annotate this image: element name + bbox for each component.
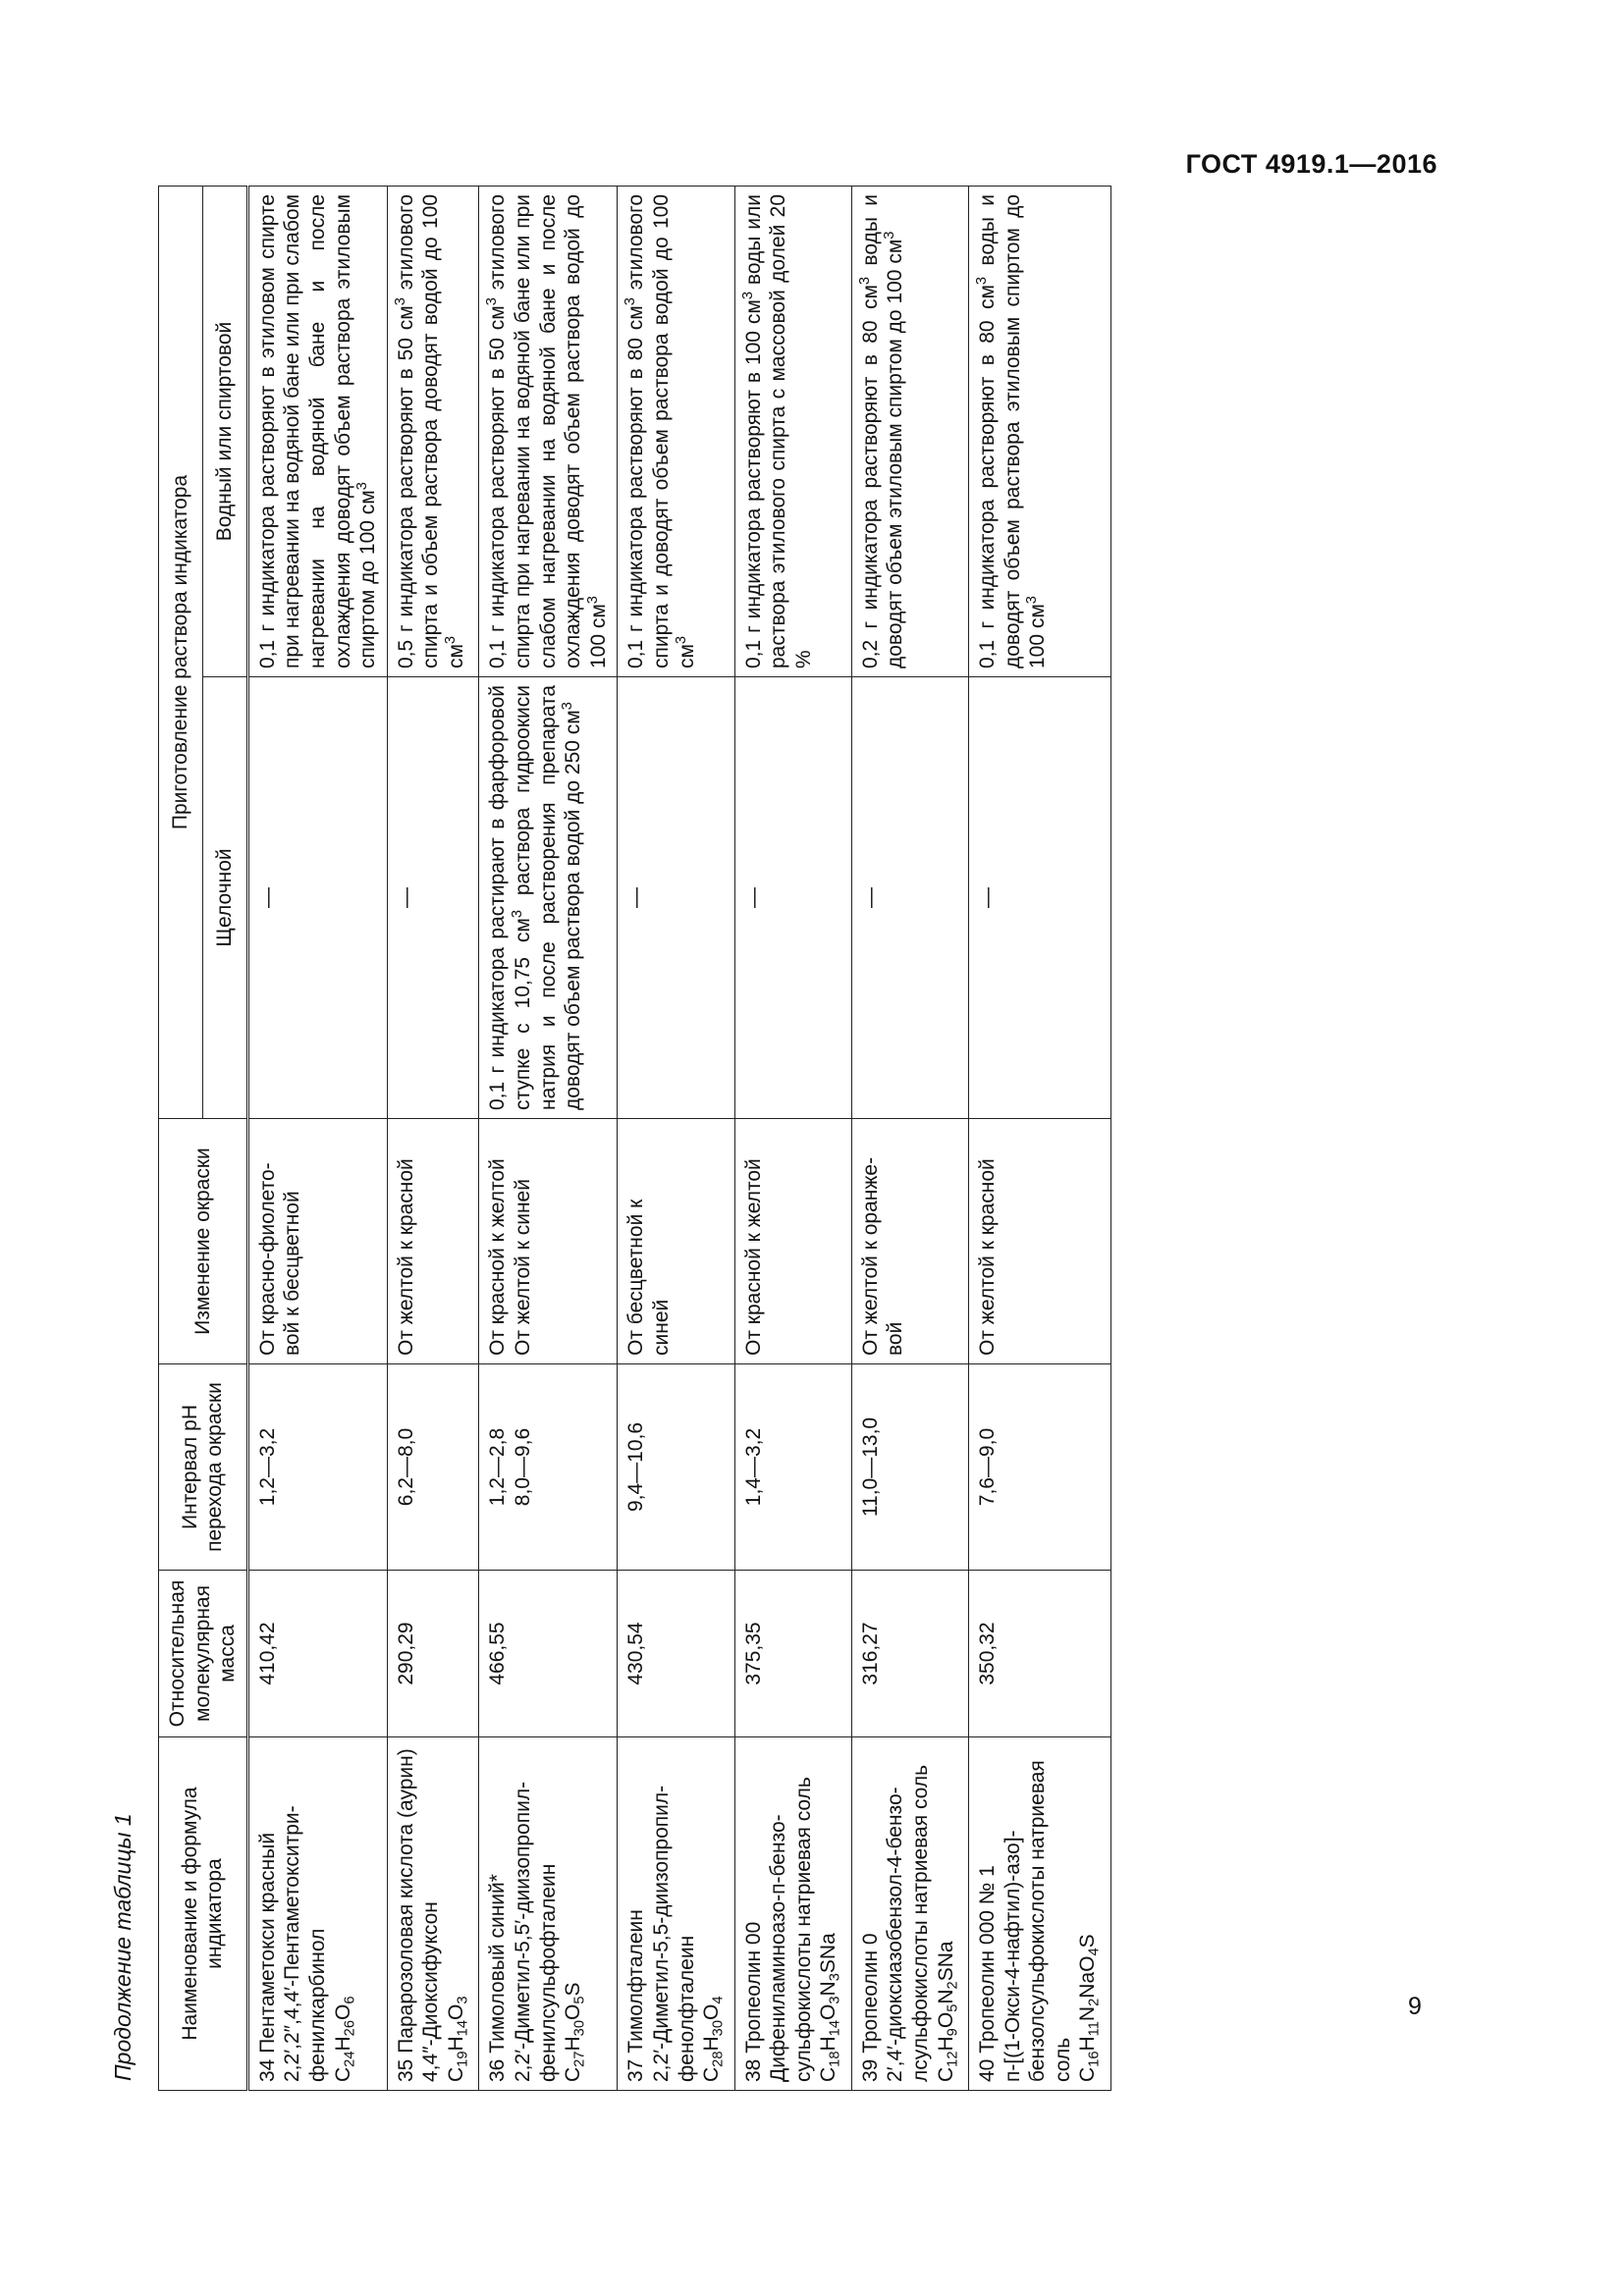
chemical-formula: $C_{19}H_{14}O_3$	[445, 1996, 471, 2082]
color-change-line: От красно-фиолето-	[255, 1162, 279, 1356]
color-change-cell	[618, 1119, 734, 1364]
indicator-name-cell	[618, 1737, 734, 2091]
indicator-name-line: сульфокислоты натриевая соль	[791, 1777, 815, 2082]
indicator-name-line: бензолсульфокислоты натриевая	[1026, 1760, 1050, 2082]
indicator-name-line: 38 Тропеолин 00	[741, 1921, 765, 2082]
indicator-table	[158, 186, 1111, 2091]
molecular-mass-cell: 375,35	[734, 1571, 851, 1737]
header-ph: Интервал pH перехода окраски	[159, 1364, 248, 1571]
ph-range-cell	[734, 1364, 851, 1571]
molecular-mass-cell: 430,54	[618, 1571, 734, 1737]
ph-range-cell	[618, 1364, 734, 1571]
molecular-mass-cell: 316,27	[851, 1571, 968, 1737]
indicator-name-line: Дифениламиноазо-п-бензо-	[767, 1814, 790, 2082]
chemical-formula: $C_{12}H_9O_5N_2SNa$	[934, 1941, 961, 2082]
color-change-line: От желтой к синей	[512, 1179, 535, 1356]
chemical-formula: $C_{24}H_{26}O_6$	[331, 1996, 358, 2082]
table-row	[851, 186, 968, 2090]
aqueous-solution-cell: 0,2 г индикатора растворяют в 80 $см^3$ воды и доводят объем этиловым спиртом до 100 $см^3$	[851, 186, 968, 676]
chemical-formula: $C_{27}H_{30}O_5S$	[562, 1982, 588, 2082]
alkaline-solution-cell: —	[734, 677, 851, 1119]
alkaline-solution-cell: 0,1 г индикатора растирают в фарфоровой ступке с 10,75 $см^3$ раствора гидроокиси натрия и после растворения препарата доводят объем раствора водой до 250 $см^3$	[479, 677, 618, 1119]
aqueous-solution-cell: 0,1 г индикатора растворяют в этиловом спирте при нагревании на водяной бане или при слабом нагревании на водяной бане и после охлаждения доводят объем раствора этиловым спиртом до 100 $см^3$	[247, 186, 387, 676]
color-change-line: От бесцветной к	[624, 1199, 648, 1356]
header-mass: Относительная молекулярная масса	[159, 1571, 248, 1737]
ph-range-line: 1,2—3,2	[255, 1427, 279, 1507]
indicator-name-cell	[479, 1737, 618, 2091]
color-change-line: От желтой к красной	[394, 1158, 417, 1356]
indicator-name-line: 2,2′-Диметил-5,5-диизопропил-	[650, 1785, 674, 2082]
indicator-name-line: 34 Пентаметокси красный	[255, 1832, 279, 2082]
indicator-name-line: 37 Тимолфталеин	[624, 1909, 648, 2082]
indicator-name-cell	[387, 1737, 479, 2091]
table-row	[969, 186, 1111, 2090]
ph-range-cell	[387, 1364, 479, 1571]
aqueous-solution-cell: 0,1 г индикатора растворяют в 100 $см^3$ воды или раствора этилового спирта с массовой долей 20 %	[734, 186, 851, 676]
header-preparation: Приготовление раствора индикатора	[159, 186, 203, 1118]
table-row	[618, 186, 734, 2090]
chemical-formula: $C_{16}H_{11}N_2NaO_4S$	[1076, 1934, 1103, 2082]
color-change-cell	[387, 1119, 479, 1364]
table-body	[247, 186, 1110, 2090]
molecular-mass-cell: 466,55	[479, 1571, 618, 1737]
indicator-name-line: 2,2′-Диметил-5,5′-диизопропил-	[512, 1781, 535, 2082]
aqueous-solution-cell: 0,1 г индикатора растворяют в 80 $см^3$ этилового спирта и доводят объем раствора водой до 100 $см^3$	[618, 186, 734, 676]
indicator-name-line: п-[(1-Окси-4-нафтил)-азо]-	[1001, 1830, 1024, 2082]
indicator-name-line: 36 Тимоловый синий*	[486, 1874, 510, 2082]
color-change-line: От красной к желтой	[486, 1158, 510, 1356]
header-alkaline: Щелочной	[202, 677, 247, 1119]
indicator-name-line: фенолфталеин	[675, 1935, 698, 2082]
chemical-formula: $C_{18}H_{14}O_3N_3SNa$	[817, 1933, 843, 2082]
alkaline-solution-cell: —	[247, 677, 387, 1119]
indicator-name-line: соль	[1051, 2037, 1074, 2082]
indicator-name-line: 2′,4′-диоксиазобензол-4-бензо-	[884, 1787, 907, 2082]
chemical-formula: $C_{28}H_{30}O_4$	[700, 1996, 727, 2082]
color-change-line: вой	[884, 1321, 907, 1356]
ph-range-line: 7,6—9,0	[976, 1427, 999, 1507]
ph-range-line: 1,4—3,2	[741, 1427, 765, 1507]
aqueous-solution-cell: 0,5 г индикатора растворяют в 50 $см^3$ этилового спирта и объем раствора доводят водой до 100 $см^3$	[387, 186, 479, 676]
indicator-name-line: 35 Парарозоловая кислота (аурин)	[394, 1748, 417, 2082]
color-change-line: От красной к желтой	[741, 1158, 765, 1356]
page-number: 9	[1408, 1993, 1422, 2020]
header-color: Изменение окраски	[159, 1119, 248, 1364]
color-change-line: синей	[650, 1299, 674, 1356]
indicator-name-line: фенилсульфофталеин	[536, 1863, 560, 2082]
alkaline-solution-cell: —	[618, 677, 734, 1119]
ph-range-cell	[247, 1364, 387, 1571]
indicator-name-line: 40 Тропеолин 000 № 1	[976, 1865, 999, 2082]
ph-range-cell	[479, 1364, 618, 1571]
indicator-name-cell	[734, 1737, 851, 2091]
ph-range-cell	[969, 1364, 1111, 1571]
header-name: Наименование и формула индикатора	[159, 1737, 248, 2091]
color-change-cell	[851, 1119, 968, 1364]
indicator-name-line: 4,4″-Диоксифуксон	[419, 1901, 443, 2082]
color-change-cell	[734, 1119, 851, 1364]
ph-range-line: 1,2—2,8	[486, 1427, 510, 1507]
molecular-mass-cell: 290,29	[387, 1571, 479, 1737]
indicator-name-line: лсульфокислоты натриевая соль	[909, 1764, 933, 2082]
ph-range-line: 9,4—10,6	[624, 1421, 648, 1513]
molecular-mass-cell: 410,42	[247, 1571, 387, 1737]
ph-range-line: 11,0—13,0	[858, 1416, 882, 1518]
table-caption: Продолжение таблицы 1	[110, 1813, 135, 2081]
color-change-line: От желтой к красной	[976, 1158, 999, 1356]
color-change-cell	[969, 1119, 1111, 1364]
table-row	[247, 186, 387, 2090]
color-change-line: вой к бесцветной	[281, 1191, 304, 1356]
color-change-cell	[479, 1119, 618, 1364]
ph-range-cell	[851, 1364, 968, 1571]
table-row	[734, 186, 851, 2090]
table-row	[479, 186, 618, 2090]
alkaline-solution-cell: —	[969, 677, 1111, 1119]
aqueous-solution-cell: 0,1 г индикатора растворяют в 50 $см^3$ этилового спирта при нагревании на водяной бане или при слабом нагревании на водяной бане и после охлаждения доводят объем раствора водой до 100 $см^3$	[479, 186, 618, 676]
header-aqueous: Водный или спиртовой	[202, 186, 247, 676]
aqueous-solution-cell: 0,1 г индикатора растворяют в 80 $см^3$ воды и доводят объем раствора этиловым спиртом до 100 $см^3$	[969, 186, 1111, 676]
indicator-name-cell	[851, 1737, 968, 2091]
indicator-name-cell	[247, 1737, 387, 2091]
color-change-cell	[247, 1119, 387, 1364]
standard-code: ГОСТ 4919.1—2016	[1185, 149, 1437, 179]
indicator-name-line: 39 Тропеолин 0	[858, 1933, 882, 2082]
molecular-mass-cell: 350,32	[969, 1571, 1111, 1737]
ph-range-line: 6,2—8,0	[394, 1427, 417, 1507]
indicator-name-line: 2,2′,2″,4,4′-Пентаметокситри-	[281, 1805, 304, 2082]
indicator-name-cell	[969, 1737, 1111, 2091]
indicator-name-line: фенилкарбинол	[306, 1928, 330, 2082]
table-row	[387, 186, 479, 2090]
ph-range-line: 8,0—9,6	[512, 1427, 535, 1507]
alkaline-solution-cell: —	[851, 677, 968, 1119]
rotated-table-area	[103, 187, 1389, 2091]
alkaline-solution-cell: —	[387, 677, 479, 1119]
color-change-line: От желтой к оранже-	[858, 1156, 882, 1356]
